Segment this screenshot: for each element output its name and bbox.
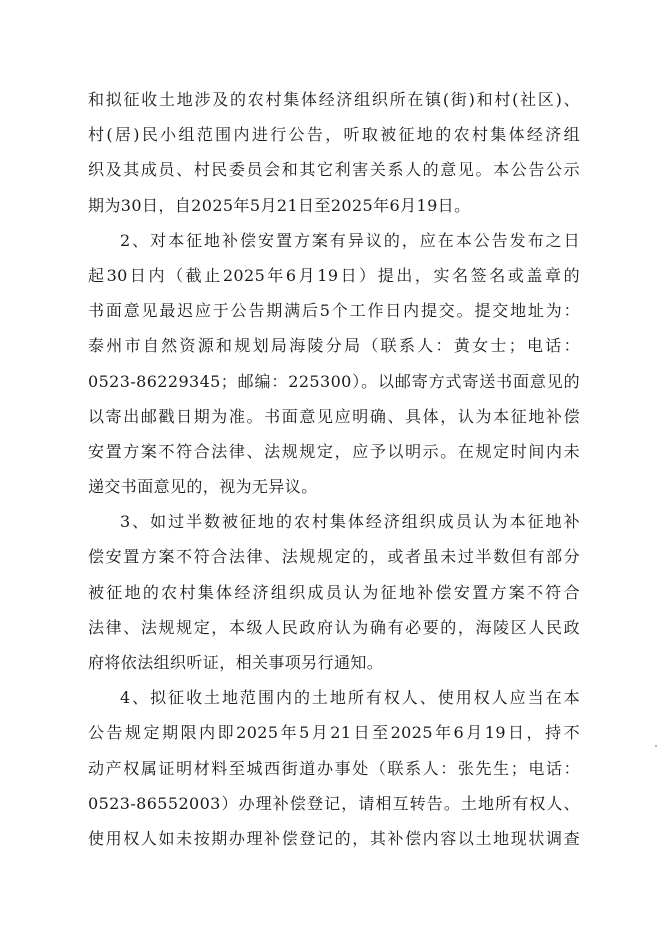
text-line: 0523-86229345；邮编：225300）。以邮寄方式寄送书面意见的 (88, 371, 580, 391)
text-line: 递交书面意见的，视为无异议。 (88, 477, 318, 497)
text-line: 动产权属证明材料至城西街道办事处（联系人：张先生；电话： (88, 758, 580, 778)
text-line: 期为30日，自2025年5月21日至2025年6月19日。 (88, 195, 471, 215)
paragraph-hearing (88, 504, 580, 680)
text-line: 村(居)民小组范围内进行公告，听取被征地的农村集体经济组 (88, 125, 580, 145)
text-line: 书面意见最迟应于公告期满后5个工作日内提交。提交地址为： (88, 301, 580, 321)
text-line: 府将依法组织听证，相关事项另行通知。 (88, 653, 384, 672)
text-line: 织及其成员、村民委员会和其它利害关系人的意见。本公告公示 (88, 160, 580, 180)
text-line: 3、如过半数被征地的农村集体经济组织成员认为本征地补 (120, 512, 580, 532)
text-line: 以寄出邮戳日期为准。书面意见应明确、具体，认为本征地补偿 (88, 406, 580, 426)
text-line: 公告规定期限内即2025年5月21日至2025年6月19日，持不 (88, 723, 580, 743)
text-line: 被征地的农村集体经济组织成员认为征地补偿安置方案不符合 (88, 582, 580, 602)
text-line: 2、对本征地补偿安置方案有异议的，应在本公告发布之日 (120, 230, 580, 250)
text-line: 使用权人如未按期办理补偿登记的，其补偿内容以土地现状调查 (88, 828, 580, 848)
paragraph-public-notice-period (88, 82, 580, 223)
text-line: 起30日内（截止2025年6月19日）提出，实名签名或盖章的 (88, 265, 580, 285)
document-body (88, 82, 580, 856)
paragraph-objection-procedure (88, 223, 580, 505)
text-line: 法律、法规规定，本级人民政府认为确有必要的，海陵区人民政 (88, 617, 580, 637)
text-line: 安置方案不符合法律、法规规定，应予以明示。在规定时间内未 (88, 441, 580, 461)
text-line: 泰州市自然资源和规划局海陵分局（联系人：黄女士；电话： (88, 336, 580, 356)
text-line: 偿安置方案不符合法律、法规规定的，或者虽未过半数但有部分 (88, 547, 580, 567)
paragraph-compensation-registration (88, 680, 580, 856)
text-line: 和拟征收土地涉及的农村集体经济组织所在镇(街)和村(社区)、 (88, 90, 580, 109)
scan-speck (655, 745, 657, 747)
text-line: 0523-86552003）办理补偿登记，请相互转告。土地所有权人、 (88, 793, 580, 813)
text-line: 4、拟征收土地范围内的土地所有权人、使用权人应当在本 (120, 688, 580, 708)
